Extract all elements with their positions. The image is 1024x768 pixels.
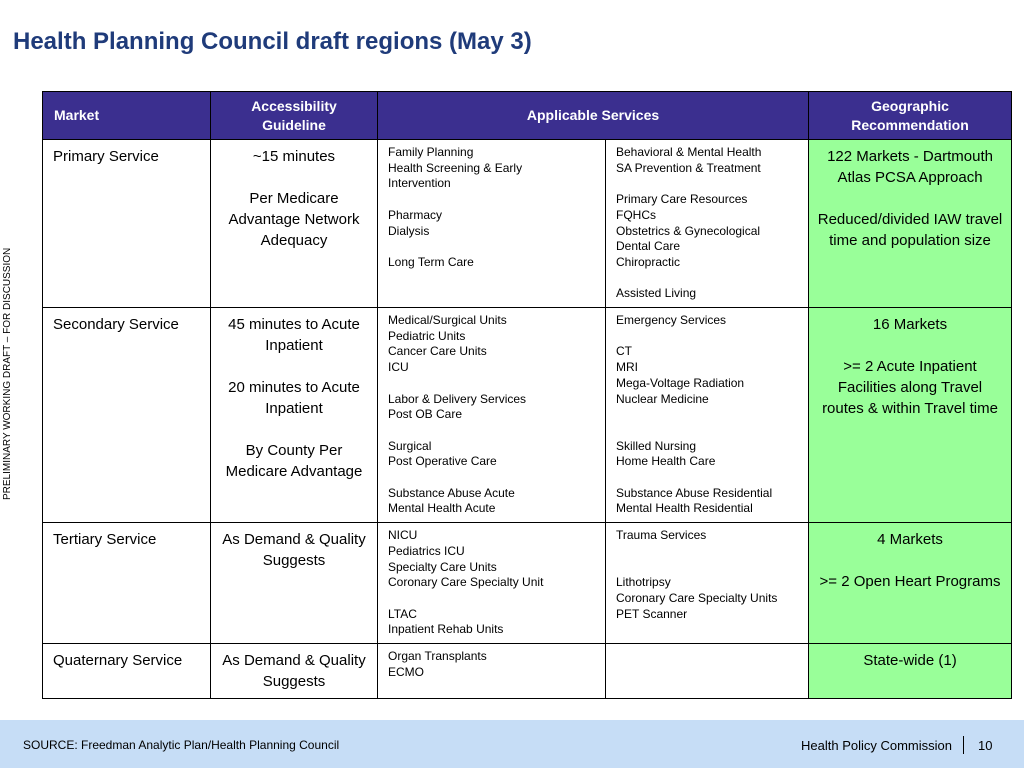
spacer-line [815,550,1005,571]
cell-line: Health Screening & Early [388,160,523,175]
spacer-line [616,423,798,439]
accessibility-cell [211,523,378,644]
cell-line: Emergency Services [616,313,727,327]
cell-line: Lithotripsy [616,575,671,590]
spacer-line [616,271,798,287]
cell-line: Mental Health Residential [616,501,753,516]
cell-line: 4 Markets [877,531,943,549]
header-geographic-line-1: Geographic [871,98,949,115]
accessibility-cell [211,644,378,699]
spacer-line [616,407,798,423]
cell-line: By County Per Medicare Advantage [225,442,363,480]
table-header-row [43,92,1012,140]
spacer-line [388,376,595,392]
cell-line: Family Planning [388,145,474,159]
cell-line: Per Medicare Advantage Network Adequacy [228,190,360,249]
cell-line: ECMO [388,664,424,679]
header-market: Market [43,92,211,140]
services-cell-b [606,523,809,644]
cell-line: As Demand & Quality Suggests [222,652,366,691]
cell-line: Organ Transplants [388,649,487,664]
cell-line: Mega-Voltage Radiation [616,375,745,390]
geographic-cell [809,644,1012,699]
page-title: Health Planning Council draft regions (May 3) [13,28,532,55]
footer-organization: Health Policy Commission [801,738,952,753]
market-cell [43,308,211,523]
header-accessibility-line-2: Guideline [262,116,326,133]
accessibility-cell [211,308,378,523]
cell-line: Medical/Surgical Units [388,313,507,327]
cell-line: Substance Abuse Residential [616,485,773,500]
spacer-line [815,335,1005,356]
cell-line: Coronary Care Specialty Unit [388,575,544,590]
cell-line: Pharmacy [388,207,443,222]
cell-line: 20 minutes to Acute Inpatient [228,379,360,417]
cell-line: Reduced/divided IAW travel time and population size [817,211,1003,249]
draft-watermark-label: PRELIMINARY WORKING DRAFT – FOR DISCUSSION [2,247,13,500]
cell-line: Secondary Service [53,316,179,333]
spacer-line [217,167,371,188]
cell-line: Post Operative Care [388,454,497,469]
cell-line: Coronary Care Specialty Units [616,590,778,605]
table-row [43,140,1012,308]
cell-line: Specialty Care Units [388,559,497,574]
footer-source: SOURCE: Freedman Analytic Plan/Health Planning Council [23,738,340,752]
cell-line: Primary Service [53,148,159,165]
cell-line: Cancer Care Units [388,344,487,359]
cell-line: CT [616,344,632,359]
cell-line: Surgical [388,438,432,453]
cell-line: Primary Care Resources [616,192,748,207]
header-services: Applicable Services [378,92,809,140]
services-cell-a [378,140,606,308]
cell-line: Chiropractic [616,254,681,269]
cell-line: Home Health Care [616,454,716,469]
market-cell [43,140,211,308]
cell-line: Intervention [388,176,451,191]
cell-line: Skilled Nursing [616,438,697,453]
market-cell [43,523,211,644]
header-accessibility-line-1: Accessibility [251,98,337,115]
table-row [43,644,1012,699]
spacer-line [388,239,595,255]
cell-line: Pediatrics ICU [388,543,465,558]
spacer-line [616,544,798,560]
cell-line: Mental Health Acute [388,501,496,516]
cell-line: Labor & Delivery Services [388,391,527,406]
market-cell [43,644,211,699]
page-number: 10 [978,738,993,753]
cell-line: Tertiary Service [53,531,157,549]
cell-line: ICU [388,360,409,375]
spacer-line [388,470,595,486]
geographic-cell [809,308,1012,523]
services-cell-a [378,308,606,523]
services-cell-a [378,644,606,699]
table-row [43,308,1012,523]
table-row [43,523,1012,644]
cell-line: Assisted Living [616,286,697,301]
cell-line: State-wide (1) [863,652,957,670]
accessibility-cell [211,140,378,308]
footer-bar [0,720,1024,768]
cell-line: Pediatric Units [388,328,466,343]
cell-line: 16 Markets [872,316,948,333]
cell-line: Dental Care [616,239,681,254]
cell-line: SA Prevention & Treatment [616,160,761,175]
cell-line: NICU [388,528,418,543]
cell-line: Post OB Care [388,407,463,422]
spacer-line [388,192,595,208]
spacer-line [616,559,798,575]
cell-line: As Demand & Quality Suggests [222,531,366,570]
spacer-line [388,423,595,439]
footer-divider [963,736,964,754]
spacer-line [217,356,371,377]
spacer-line [616,470,798,486]
spacer-line [815,188,1005,209]
cell-line: Quaternary Service [53,652,183,670]
services-cell-b [606,140,809,308]
cell-line: 122 Markets - Dartmouth Atlas PCSA Approach [827,148,993,186]
cell-line: FQHCs [616,207,656,222]
cell-line: Nuclear Medicine [616,391,709,406]
cell-line: >= 2 Acute Inpatient Facilities along Travel routes & within Travel time [822,358,998,417]
cell-line: Substance Abuse Acute [388,485,515,500]
spacer-line [217,419,371,440]
cell-line: Behavioral & Mental Health [616,145,762,159]
cell-line: Long Term Care [388,254,474,269]
spacer-line [388,591,595,607]
cell-line: ~15 minutes [252,148,336,165]
spacer-line [616,176,798,192]
cell-line: Trauma Services [616,528,707,543]
geographic-cell [809,140,1012,308]
cell-line: PET Scanner [616,606,688,621]
services-cell-b [606,308,809,523]
spacer-line [616,329,798,345]
cell-line: 45 minutes to Acute Inpatient [228,316,360,354]
header-accessibility [211,92,378,140]
header-geographic-line-2: Recommendation [851,116,969,133]
cell-line: MRI [616,360,638,375]
services-cell-b [606,644,809,699]
geographic-cell [809,523,1012,644]
cell-line: Inpatient Rehab Units [388,622,504,637]
cell-line: Dialysis [388,223,430,238]
header-geographic [809,92,1012,140]
cell-line: >= 2 Open Heart Programs [819,573,1001,591]
services-cell-a [378,523,606,644]
regions-table [42,91,1012,699]
cell-line: Obstetrics & Gynecological [616,223,761,238]
cell-line: LTAC [388,606,417,621]
